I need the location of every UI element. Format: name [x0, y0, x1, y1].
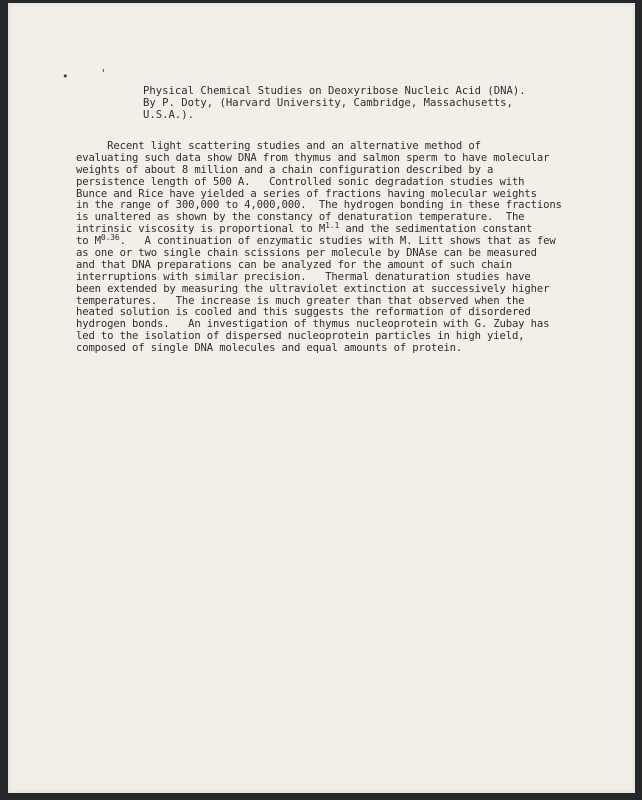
heading-title: Physical Chemical Studies on Deoxyribose Nucleic Acid (DNA). [143, 85, 526, 97]
body-line: composed of single DNA molecules and equal amounts of protein. [76, 342, 463, 355]
body-text-fragment: and the sedimentation constant [339, 223, 533, 236]
body-line: Bunce and Rice have yielded a series of fractions having molecular weights [76, 187, 537, 200]
body-line: led to the isolation of dispersed nucleoprotein particles in high yield, [76, 330, 525, 343]
body-text-fragment: intrinsic viscosity is proportional to M [76, 223, 326, 236]
paper-heading [143, 84, 526, 120]
body-line: and that DNA preparations can be analyzed for the amount of such chain [76, 258, 512, 271]
exponent-superscript: 0.36 [100, 233, 120, 243]
body-line: hydrogen bonds. An investigation of thymus nucleoprotein with G. Zubay has [76, 318, 550, 331]
body-line: persistence length of 500 A. Controlled sonic degradation studies with [76, 175, 525, 188]
body-line: heated solution is cooled and this suggests the reformation of disordered [76, 306, 531, 319]
body-line: interruptions with similar precision. Thermal denaturation studies have [76, 270, 531, 283]
abstract-body [76, 141, 562, 355]
typewritten-page [8, 3, 635, 793]
body-line: weights of about 8 million and a chain configuration described by a [76, 163, 494, 176]
body-text-fragment: . A continuation of enzymatic studies with M. Litt shows that as few [119, 235, 556, 248]
heading-country-line: U.S.A.). [143, 108, 195, 121]
stray-dot-mark: • [62, 70, 69, 83]
body-line: evaluating such data show DNA from thymus and salmon sperm to have molecular [76, 151, 550, 164]
body-line: is unaltered as shown by the constancy of denaturation temperature. The [76, 211, 525, 224]
heading-author-line: By P. Doty, (Harvard University, Cambridge, Massachusetts, [143, 96, 513, 109]
body-line: as one or two single chain scissions per molecule by DNAse can be measured [76, 247, 537, 260]
body-line: Recent light scattering studies and an alternative method of [76, 140, 481, 152]
stray-tick-mark: ' [100, 67, 107, 80]
body-line: in the range of 300,000 to 4,000,000. The hydrogen bonding in these fractions [76, 199, 562, 212]
exponent-superscript: 1.1 [325, 221, 340, 231]
body-text-fragment: to M [76, 235, 101, 248]
body-line: temperatures. The increase is much greater than that observed when the [76, 294, 525, 307]
body-line: been extended by measuring the ultraviolet extinction at successively higher [76, 282, 550, 295]
